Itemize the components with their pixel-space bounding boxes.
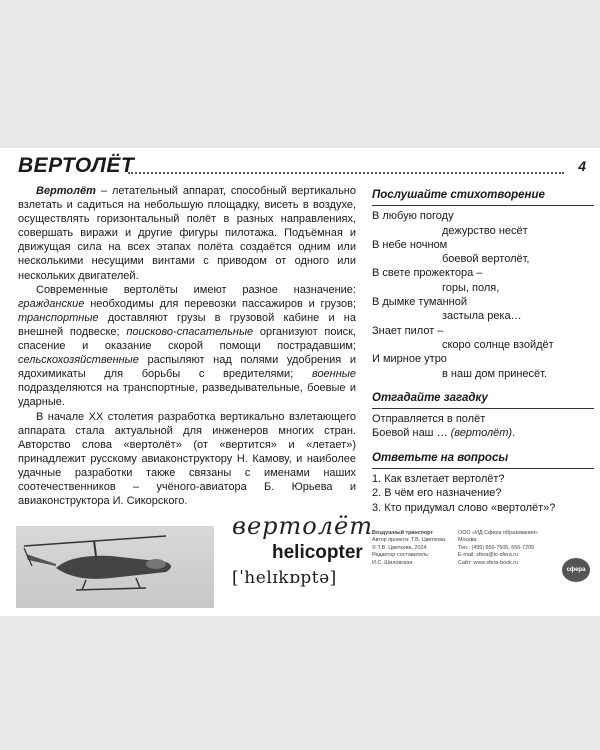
riddle-line: Боевой наш … (вертолёт). <box>372 427 516 440</box>
publisher-logo: сфера <box>562 558 590 582</box>
questions-heading: Ответьте на вопросы <box>372 451 594 469</box>
card <box>0 148 600 616</box>
poem-line: дежурство несёт <box>442 224 528 237</box>
category-term: гражданские <box>18 297 85 310</box>
text-run: подразделяются на транспортные, разведывательные, боевые и ударные. <box>18 382 356 409</box>
word-transcription: [ˈhelɪkɒptə] <box>232 568 337 588</box>
poem-line: застыла река… <box>442 310 522 323</box>
poem-heading: Послушайте стихотворение <box>372 188 594 206</box>
text-run: Современные вертолёты имеют разное назначение: <box>36 283 356 296</box>
paragraph-definition <box>18 184 356 283</box>
poem-line: Знает пилот – <box>372 324 444 337</box>
poem-line: боевой вертолёт, <box>442 253 530 266</box>
text-run: В начале XX столетия разработка вертикально взлетающего аппарата стала актуальной для инженеров многих стран. Авторство слова «вертолёт» (от «вертится» и «летает») принадлежит русскому авиаконструктору Н. Камову, и наиболее удачные разработки также связаны с именами наших соотечественников – учёного-авиатора Б. Юрьева и авиаконструктора И. Сикорского. <box>18 410 356 508</box>
word-russian-script: вертолёт <box>232 512 373 540</box>
poem-line: горы, поля, <box>442 281 500 294</box>
riddle-line: Отправляется в полёт <box>372 413 486 426</box>
poem-line: В дымке туманной <box>372 296 468 309</box>
category-term: военные <box>311 368 356 381</box>
page-number: 4 <box>578 158 586 174</box>
question-item: 1. Как взлетает вертолёт? <box>372 473 505 486</box>
text-run: – летательный аппарат, способный вертикально взлетать и садиться на небольшую площадку, висеть в воздухе, осуществлять горизонтальный полёт в разных направлениях, совершать виражи и другие фигуры пилотажа. Подъёмная и движущая сила на всех этапах полёта создаётся одним или несколькими несущими винтами с приводом от одного или нескольких двигателей. <box>18 185 356 282</box>
riddle-section <box>372 391 594 441</box>
term-highlight: Вертолёт <box>36 185 96 197</box>
title-dotted-leader <box>128 172 564 174</box>
helicopter-icon <box>16 526 214 608</box>
text-run: организуют поиск, спасение и оказание скорой помощи пострадавшим; <box>18 325 356 353</box>
page-title: ВЕРТОЛЁТ <box>18 154 135 177</box>
poem-line: скоро солнце взойдёт <box>442 338 554 351</box>
questions-section <box>372 451 594 515</box>
question-item: 3. Кто придумал слово «вертолёт»? <box>372 501 556 514</box>
helicopter-photo <box>16 526 214 608</box>
riddle-heading: Отгадайте загадку <box>372 391 594 409</box>
word-english: helicopter <box>272 542 363 563</box>
paragraph-history <box>18 410 356 509</box>
main-text <box>18 184 356 508</box>
paragraph-purpose <box>18 283 356 410</box>
imprint-col-author: Воздушный транспорт Автор проекта: Т.В. Цветкова © Т.В. Цветкова, 2024 Редактор-составитель: И.С. Шиловская <box>372 530 446 566</box>
text-run: доставляют грузы в грузовой кабине и на внешней подвеске; <box>18 311 356 338</box>
poem <box>372 209 594 381</box>
question-item: 2. В чём его назначение? <box>372 487 502 500</box>
category-term: транспортные <box>18 311 99 324</box>
tasks-column <box>372 188 594 515</box>
poem-line: И мирное утро <box>372 353 447 366</box>
riddle-answer: (вертолёт) <box>450 427 513 440</box>
text-run: распыляют над полями удобрения и ядохимикаты для борьбы с вредителями; <box>18 354 356 381</box>
poem-line: в наш дом принесёт. <box>442 367 548 380</box>
category-term: поисково-спасательные <box>126 325 254 338</box>
text-run: необходимы для перевозки пассажиров и грузов; <box>84 297 356 310</box>
category-term: сельскохозяйственные <box>18 354 139 367</box>
poem-line: В небе ночном <box>372 238 448 251</box>
poem-line: В любую погоду <box>372 210 454 223</box>
poem-line: В свете прожектора – <box>372 267 483 280</box>
imprint-col-publisher: ООО «ИД Сфера образования» Москва Тел.: (495) 656-7505, 656-7205 E-mail: sfera@tc-sfera.ru Сайт: www.sfera-book.ru <box>458 530 539 566</box>
